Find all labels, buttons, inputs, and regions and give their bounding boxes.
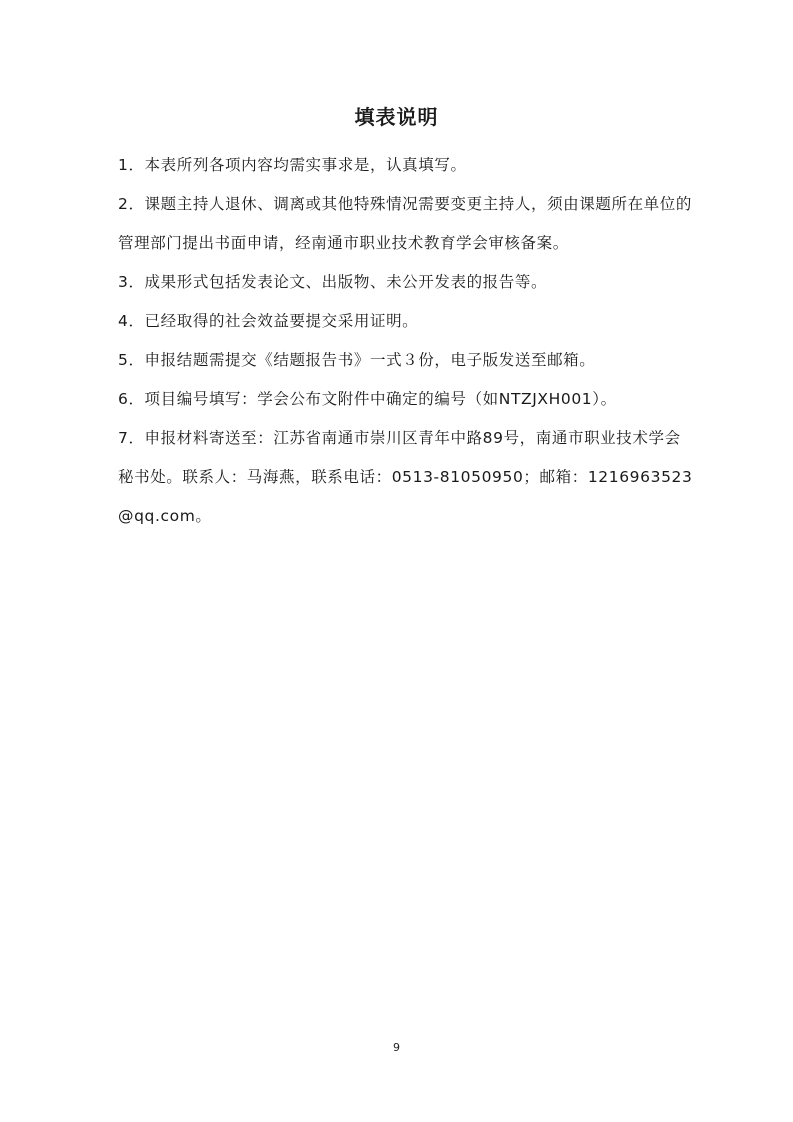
page-number: 9 bbox=[393, 1041, 400, 1054]
instruction-item-2: 2．课题主持人退休、调离或其他特殊情况需要变更主持人，须由课题所在单位的管理部门提出书面申请，经南通市职业技术教育学会审核备案。 bbox=[118, 195, 692, 252]
instruction-item-1: 1．本表所列各项内容均需实事求是，认真填写。 bbox=[118, 156, 467, 174]
instruction-item-3: 3．成果形式包括发表论文、出版物、未公开发表的报告等。 bbox=[118, 273, 548, 291]
instruction-item-4: 4．已经取得的社会效益要提交采用证明。 bbox=[118, 312, 419, 330]
instruction-item-7: 7．申报材料寄送至：江苏省南通市崇川区青年中路89号，南通市职业技术学会秘书处。联系人：马海燕，联系电话：0513-81050950；邮箱：1216963523@qq.com。 bbox=[118, 429, 693, 525]
instruction-item-6: 6．项目编号填写：学会公布文附件中确定的编号（如NTZJXH001）。 bbox=[118, 390, 617, 408]
instructions-list bbox=[118, 146, 693, 536]
instruction-item-5: 5．申报结题需提交《结题报告书》一式３份，电子版发送至邮箱。 bbox=[118, 351, 596, 369]
page-title: 填表说明 bbox=[354, 105, 439, 129]
